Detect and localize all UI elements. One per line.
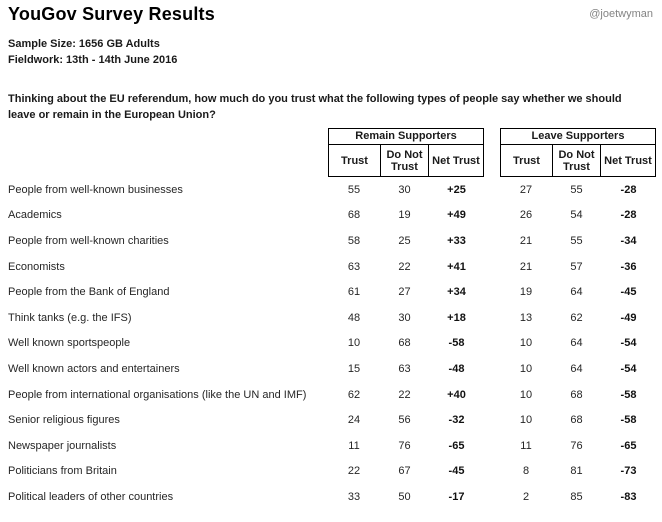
remain-net-trust-value: -17 xyxy=(448,490,465,503)
leave-trust-value: 13 xyxy=(519,311,533,324)
remain-net-trust-value: +41 xyxy=(447,260,466,273)
leave-supporters-header xyxy=(500,128,656,177)
leave-net-trust-value: -73 xyxy=(620,465,637,478)
remain-do-not-trust-value: 19 xyxy=(398,209,411,222)
leave-trust-value: 2 xyxy=(522,490,530,503)
remain-net-trust-value: -45 xyxy=(448,465,465,478)
row-label: Academics xyxy=(8,209,62,222)
column-header-net-trust: Net Trust xyxy=(604,154,652,167)
remain-do-not-trust-value: 25 xyxy=(398,234,411,247)
remain-do-not-trust-value: 68 xyxy=(398,337,411,350)
leave-trust-value: 10 xyxy=(519,337,533,350)
results-table-rows xyxy=(0,177,662,510)
page-title: YouGov Survey Results xyxy=(8,4,215,24)
survey-question: Thinking about the EU referendum, how much do you trust what the following types of people say whether we should leave or remain in the European Union? xyxy=(8,93,622,121)
remain-do-not-trust-value: 76 xyxy=(398,439,411,452)
twitter-handle: @joetwyman xyxy=(589,8,653,20)
remain-supporters-columns xyxy=(329,145,483,176)
table-row xyxy=(0,254,662,280)
leave-supporters-label: Leave Supporters xyxy=(501,129,655,145)
leave-do-not-trust-value: 55 xyxy=(570,234,583,247)
column-header-do-not-trust: Do Not Trust xyxy=(381,145,429,176)
table-row xyxy=(0,331,662,357)
column-header-trust: Trust xyxy=(501,145,553,176)
remain-net-trust-value: +49 xyxy=(447,209,466,222)
remain-trust-value: 22 xyxy=(347,465,361,478)
leave-net-trust-value: -54 xyxy=(620,337,637,350)
column-header-trust: Trust xyxy=(329,145,381,176)
leave-trust-value: 11 xyxy=(520,439,532,452)
leave-net-trust-value: -58 xyxy=(620,388,637,401)
remain-net-trust-value: -48 xyxy=(448,362,465,375)
row-label: Political leaders of other countries xyxy=(8,490,174,503)
remain-net-trust-value: +40 xyxy=(447,388,466,401)
remain-do-not-trust-value: 22 xyxy=(398,260,411,273)
remain-net-trust-value: +34 xyxy=(447,286,466,299)
leave-net-trust-value: -34 xyxy=(620,234,637,247)
remain-trust-value: 55 xyxy=(347,183,361,196)
leave-do-not-trust-value: 57 xyxy=(570,260,583,273)
table-row xyxy=(0,356,662,382)
leave-trust-value: 8 xyxy=(522,465,530,478)
leave-do-not-trust-value: 68 xyxy=(570,388,583,401)
leave-do-not-trust-value: 64 xyxy=(570,286,583,299)
remain-do-not-trust-value: 30 xyxy=(398,311,411,324)
leave-net-trust-value: -83 xyxy=(620,490,637,503)
leave-trust-value: 10 xyxy=(519,362,533,375)
remain-do-not-trust-value: 22 xyxy=(398,388,411,401)
remain-trust-value: 24 xyxy=(347,414,361,427)
leave-net-trust-value: -49 xyxy=(620,311,637,324)
row-label: Economists xyxy=(8,260,65,273)
column-header-net-trust: Net Trust xyxy=(432,154,480,167)
remain-do-not-trust-value: 50 xyxy=(398,490,411,503)
remain-do-not-trust-value: 30 xyxy=(398,183,411,196)
leave-trust-value: 19 xyxy=(519,286,533,299)
leave-do-not-trust-value: 62 xyxy=(570,311,583,324)
row-label: Senior religious figures xyxy=(8,414,120,427)
leave-net-trust-value: -45 xyxy=(620,286,637,299)
remain-supporters-label: Remain Supporters xyxy=(329,129,483,145)
row-label: Newspaper journalists xyxy=(8,439,117,452)
leave-net-trust-value: -65 xyxy=(620,439,637,452)
table-row xyxy=(0,203,662,229)
table-row xyxy=(0,177,662,203)
remain-net-trust-value: -58 xyxy=(448,337,465,350)
remain-net-trust-value: +25 xyxy=(447,183,466,196)
table-row xyxy=(0,305,662,331)
row-label: People from the Bank of England xyxy=(8,286,170,299)
remain-net-trust-value: -32 xyxy=(448,414,465,427)
remain-do-not-trust-value: 56 xyxy=(398,414,411,427)
leave-trust-value: 10 xyxy=(519,388,533,401)
column-header-do-not-trust: Do Not Trust xyxy=(553,145,601,176)
remain-trust-value: 62 xyxy=(347,388,361,401)
table-row xyxy=(0,433,662,459)
leave-trust-value: 21 xyxy=(519,234,533,247)
remain-supporters-header xyxy=(328,128,484,177)
leave-do-not-trust-value: 55 xyxy=(570,183,583,196)
remain-trust-value: 10 xyxy=(347,337,361,350)
leave-do-not-trust-value: 76 xyxy=(570,439,583,452)
leave-trust-value: 27 xyxy=(519,183,533,196)
leave-do-not-trust-value: 81 xyxy=(570,465,583,478)
remain-do-not-trust-value: 27 xyxy=(398,286,411,299)
row-label: Think tanks (e.g. the IFS) xyxy=(8,311,132,324)
remain-net-trust-value: +33 xyxy=(447,234,466,247)
table-row xyxy=(0,228,662,254)
row-label: Politicians from Britain xyxy=(8,465,117,478)
row-label: Well known actors and entertainers xyxy=(8,362,180,375)
leave-net-trust-value: -54 xyxy=(620,362,637,375)
leave-trust-value: 26 xyxy=(519,209,533,222)
remain-trust-value: 61 xyxy=(347,286,361,299)
remain-do-not-trust-value: 67 xyxy=(398,465,411,478)
leave-do-not-trust-value: 64 xyxy=(570,362,583,375)
remain-net-trust-value: +18 xyxy=(447,311,466,324)
leave-net-trust-value: -28 xyxy=(620,209,637,222)
leave-net-trust-value: -58 xyxy=(620,414,637,427)
remain-do-not-trust-value: 63 xyxy=(398,362,411,375)
leave-supporters-columns xyxy=(501,145,655,176)
survey-meta xyxy=(8,37,177,68)
remain-trust-value: 63 xyxy=(347,260,361,273)
remain-trust-value: 58 xyxy=(347,234,361,247)
table-row xyxy=(0,407,662,433)
row-label: People from well-known charities xyxy=(8,234,169,247)
table-row xyxy=(0,484,662,510)
table-row xyxy=(0,459,662,485)
leave-trust-value: 10 xyxy=(519,414,533,427)
table-row xyxy=(0,382,662,408)
remain-net-trust-value: -65 xyxy=(448,439,465,452)
sample-size-text: Sample Size: 1656 GB Adults xyxy=(8,38,160,50)
row-label: People from well-known businesses xyxy=(8,183,183,196)
leave-net-trust-value: -36 xyxy=(620,260,637,273)
remain-trust-value: 15 xyxy=(347,362,361,375)
leave-do-not-trust-value: 68 xyxy=(570,414,583,427)
leave-do-not-trust-value: 64 xyxy=(570,337,583,350)
fieldwork-text: Fieldwork: 13th - 14th June 2016 xyxy=(8,53,178,66)
table-row xyxy=(0,279,662,305)
remain-trust-value: 48 xyxy=(347,311,361,324)
remain-trust-value: 11 xyxy=(348,439,360,452)
leave-do-not-trust-value: 54 xyxy=(570,209,583,222)
remain-trust-value: 68 xyxy=(347,209,361,222)
leave-net-trust-value: -28 xyxy=(620,183,637,196)
row-label: People from international organisations (like the UN and IMF) xyxy=(8,388,307,401)
leave-trust-value: 21 xyxy=(519,260,533,273)
leave-do-not-trust-value: 85 xyxy=(570,490,583,503)
remain-trust-value: 33 xyxy=(347,490,361,503)
row-label: Well known sportspeople xyxy=(8,337,131,350)
